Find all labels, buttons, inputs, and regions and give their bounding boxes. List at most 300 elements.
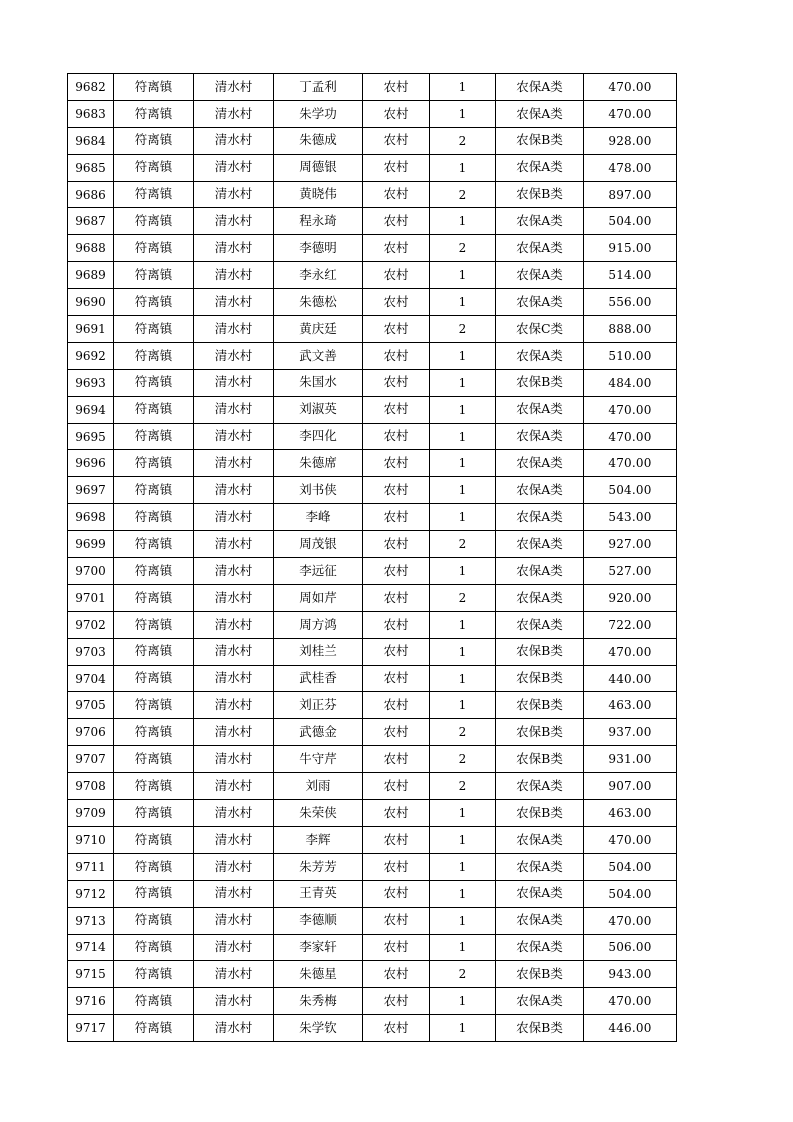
- amount-cell: 470.00: [584, 396, 677, 423]
- name-cell: 武桂香: [274, 665, 363, 692]
- amount-cell: 504.00: [584, 880, 677, 907]
- household-count-cell: 1: [430, 342, 496, 369]
- household-count-cell: 2: [430, 531, 496, 558]
- insurance-category-cell: 农保A类: [496, 584, 584, 611]
- town-cell: 符离镇: [114, 262, 194, 289]
- record-id-cell: 9713: [68, 907, 114, 934]
- insurance-category-cell: 农保B类: [496, 800, 584, 827]
- record-id-cell: 9683: [68, 100, 114, 127]
- insurance-category-cell: 农保B类: [496, 719, 584, 746]
- name-cell: 周茂银: [274, 531, 363, 558]
- town-cell: 符离镇: [114, 477, 194, 504]
- record-id-cell: 9685: [68, 154, 114, 181]
- name-cell: 刘桂兰: [274, 638, 363, 665]
- table-row: [68, 611, 677, 638]
- record-id-cell: 9691: [68, 316, 114, 343]
- residence-type-cell: 农村: [363, 719, 430, 746]
- records-table: [67, 73, 677, 1042]
- insurance-category-cell: 农保B类: [496, 692, 584, 719]
- insurance-category-cell: 农保B类: [496, 369, 584, 396]
- table-row: [68, 638, 677, 665]
- name-cell: 黄庆廷: [274, 316, 363, 343]
- household-count-cell: 1: [430, 907, 496, 934]
- name-cell: 李四化: [274, 423, 363, 450]
- amount-cell: 470.00: [584, 100, 677, 127]
- record-id-cell: 9687: [68, 208, 114, 235]
- record-id-cell: 9692: [68, 342, 114, 369]
- residence-type-cell: 农村: [363, 961, 430, 988]
- household-count-cell: 2: [430, 584, 496, 611]
- name-cell: 刘书侠: [274, 477, 363, 504]
- town-cell: 符离镇: [114, 235, 194, 262]
- residence-type-cell: 农村: [363, 154, 430, 181]
- residence-type-cell: 农村: [363, 262, 430, 289]
- insurance-category-cell: 农保A类: [496, 100, 584, 127]
- amount-cell: 484.00: [584, 369, 677, 396]
- insurance-category-cell: 农保A类: [496, 853, 584, 880]
- name-cell: 朱芳芳: [274, 853, 363, 880]
- name-cell: 武文善: [274, 342, 363, 369]
- town-cell: 符离镇: [114, 584, 194, 611]
- name-cell: 刘淑英: [274, 396, 363, 423]
- table-row: [68, 154, 677, 181]
- village-cell: 清水村: [194, 531, 274, 558]
- village-cell: 清水村: [194, 826, 274, 853]
- household-count-cell: 1: [430, 450, 496, 477]
- record-id-cell: 9705: [68, 692, 114, 719]
- table-row: [68, 127, 677, 154]
- village-cell: 清水村: [194, 262, 274, 289]
- name-cell: 李远征: [274, 558, 363, 585]
- amount-cell: 907.00: [584, 773, 677, 800]
- insurance-category-cell: 农保A类: [496, 934, 584, 961]
- insurance-category-cell: 农保A类: [496, 531, 584, 558]
- village-cell: 清水村: [194, 853, 274, 880]
- village-cell: 清水村: [194, 504, 274, 531]
- residence-type-cell: 农村: [363, 692, 430, 719]
- amount-cell: 440.00: [584, 665, 677, 692]
- record-id-cell: 9689: [68, 262, 114, 289]
- residence-type-cell: 农村: [363, 450, 430, 477]
- amount-cell: 470.00: [584, 826, 677, 853]
- residence-type-cell: 农村: [363, 880, 430, 907]
- village-cell: 清水村: [194, 584, 274, 611]
- table-row: [68, 74, 677, 101]
- household-count-cell: 1: [430, 934, 496, 961]
- village-cell: 清水村: [194, 316, 274, 343]
- table-row: [68, 584, 677, 611]
- record-id-cell: 9693: [68, 369, 114, 396]
- residence-type-cell: 农村: [363, 611, 430, 638]
- household-count-cell: 1: [430, 988, 496, 1015]
- record-id-cell: 9699: [68, 531, 114, 558]
- amount-cell: 928.00: [584, 127, 677, 154]
- town-cell: 符离镇: [114, 127, 194, 154]
- record-id-cell: 9704: [68, 665, 114, 692]
- name-cell: 周德银: [274, 154, 363, 181]
- residence-type-cell: 农村: [363, 826, 430, 853]
- household-count-cell: 2: [430, 316, 496, 343]
- table-row: [68, 961, 677, 988]
- residence-type-cell: 农村: [363, 289, 430, 316]
- household-count-cell: 1: [430, 880, 496, 907]
- record-id-cell: 9697: [68, 477, 114, 504]
- record-id-cell: 9711: [68, 853, 114, 880]
- residence-type-cell: 农村: [363, 558, 430, 585]
- town-cell: 符离镇: [114, 208, 194, 235]
- insurance-category-cell: 农保B类: [496, 1015, 584, 1042]
- table-row: [68, 826, 677, 853]
- town-cell: 符离镇: [114, 289, 194, 316]
- amount-cell: 920.00: [584, 584, 677, 611]
- table-row: [68, 316, 677, 343]
- table-row: [68, 369, 677, 396]
- village-cell: 清水村: [194, 74, 274, 101]
- insurance-category-cell: 农保A类: [496, 907, 584, 934]
- village-cell: 清水村: [194, 558, 274, 585]
- residence-type-cell: 农村: [363, 638, 430, 665]
- household-count-cell: 1: [430, 1015, 496, 1042]
- town-cell: 符离镇: [114, 1015, 194, 1042]
- residence-type-cell: 农村: [363, 396, 430, 423]
- table-row: [68, 853, 677, 880]
- household-count-cell: 2: [430, 746, 496, 773]
- table-row: [68, 396, 677, 423]
- residence-type-cell: 农村: [363, 477, 430, 504]
- household-count-cell: 1: [430, 638, 496, 665]
- household-count-cell: 1: [430, 74, 496, 101]
- amount-cell: 470.00: [584, 450, 677, 477]
- insurance-category-cell: 农保A类: [496, 154, 584, 181]
- table-row: [68, 746, 677, 773]
- household-count-cell: 1: [430, 477, 496, 504]
- village-cell: 清水村: [194, 235, 274, 262]
- table-row: [68, 988, 677, 1015]
- household-count-cell: 1: [430, 504, 496, 531]
- amount-cell: 470.00: [584, 423, 677, 450]
- residence-type-cell: 农村: [363, 584, 430, 611]
- town-cell: 符离镇: [114, 665, 194, 692]
- amount-cell: 514.00: [584, 262, 677, 289]
- village-cell: 清水村: [194, 208, 274, 235]
- residence-type-cell: 农村: [363, 342, 430, 369]
- table-row: [68, 423, 677, 450]
- table-row: [68, 773, 677, 800]
- residence-type-cell: 农村: [363, 369, 430, 396]
- insurance-category-cell: 农保B类: [496, 127, 584, 154]
- town-cell: 符离镇: [114, 853, 194, 880]
- village-cell: 清水村: [194, 880, 274, 907]
- table-row: [68, 934, 677, 961]
- insurance-category-cell: 农保B类: [496, 638, 584, 665]
- amount-cell: 504.00: [584, 477, 677, 504]
- residence-type-cell: 农村: [363, 100, 430, 127]
- town-cell: 符离镇: [114, 531, 194, 558]
- insurance-category-cell: 农保A类: [496, 74, 584, 101]
- record-id-cell: 9708: [68, 773, 114, 800]
- table-row: [68, 450, 677, 477]
- village-cell: 清水村: [194, 800, 274, 827]
- amount-cell: 510.00: [584, 342, 677, 369]
- residence-type-cell: 农村: [363, 773, 430, 800]
- name-cell: 周方鸿: [274, 611, 363, 638]
- name-cell: 李辉: [274, 826, 363, 853]
- table-row: [68, 262, 677, 289]
- amount-cell: 527.00: [584, 558, 677, 585]
- table-row: [68, 692, 677, 719]
- insurance-category-cell: 农保A类: [496, 208, 584, 235]
- insurance-category-cell: 农保A类: [496, 826, 584, 853]
- household-count-cell: 1: [430, 800, 496, 827]
- town-cell: 符离镇: [114, 504, 194, 531]
- household-count-cell: 1: [430, 665, 496, 692]
- insurance-category-cell: 农保B类: [496, 961, 584, 988]
- insurance-category-cell: 农保A类: [496, 396, 584, 423]
- name-cell: 刘雨: [274, 773, 363, 800]
- amount-cell: 478.00: [584, 154, 677, 181]
- amount-cell: 446.00: [584, 1015, 677, 1042]
- name-cell: 朱德成: [274, 127, 363, 154]
- village-cell: 清水村: [194, 692, 274, 719]
- name-cell: 牛守芹: [274, 746, 363, 773]
- name-cell: 朱德松: [274, 289, 363, 316]
- town-cell: 符离镇: [114, 773, 194, 800]
- village-cell: 清水村: [194, 773, 274, 800]
- insurance-category-cell: 农保A类: [496, 262, 584, 289]
- town-cell: 符离镇: [114, 638, 194, 665]
- amount-cell: 470.00: [584, 988, 677, 1015]
- table-row: [68, 558, 677, 585]
- village-cell: 清水村: [194, 961, 274, 988]
- insurance-category-cell: 农保A类: [496, 611, 584, 638]
- record-id-cell: 9717: [68, 1015, 114, 1042]
- table-row: [68, 800, 677, 827]
- record-id-cell: 9696: [68, 450, 114, 477]
- insurance-category-cell: 农保A类: [496, 450, 584, 477]
- insurance-category-cell: 农保A类: [496, 477, 584, 504]
- table-row: [68, 880, 677, 907]
- household-count-cell: 1: [430, 853, 496, 880]
- record-id-cell: 9707: [68, 746, 114, 773]
- record-id-cell: 9703: [68, 638, 114, 665]
- village-cell: 清水村: [194, 934, 274, 961]
- amount-cell: 897.00: [584, 181, 677, 208]
- town-cell: 符离镇: [114, 450, 194, 477]
- record-id-cell: 9682: [68, 74, 114, 101]
- residence-type-cell: 农村: [363, 800, 430, 827]
- name-cell: 李德顺: [274, 907, 363, 934]
- residence-type-cell: 农村: [363, 988, 430, 1015]
- table-row: [68, 719, 677, 746]
- insurance-category-cell: 农保A类: [496, 504, 584, 531]
- village-cell: 清水村: [194, 396, 274, 423]
- record-id-cell: 9694: [68, 396, 114, 423]
- name-cell: 朱德星: [274, 961, 363, 988]
- name-cell: 武德金: [274, 719, 363, 746]
- town-cell: 符离镇: [114, 369, 194, 396]
- amount-cell: 722.00: [584, 611, 677, 638]
- village-cell: 清水村: [194, 665, 274, 692]
- village-cell: 清水村: [194, 988, 274, 1015]
- household-count-cell: 1: [430, 611, 496, 638]
- town-cell: 符离镇: [114, 746, 194, 773]
- amount-cell: 470.00: [584, 74, 677, 101]
- amount-cell: 556.00: [584, 289, 677, 316]
- table-row: [68, 100, 677, 127]
- record-id-cell: 9695: [68, 423, 114, 450]
- amount-cell: 943.00: [584, 961, 677, 988]
- record-id-cell: 9698: [68, 504, 114, 531]
- residence-type-cell: 农村: [363, 316, 430, 343]
- household-count-cell: 2: [430, 961, 496, 988]
- village-cell: 清水村: [194, 127, 274, 154]
- name-cell: 丁孟利: [274, 74, 363, 101]
- record-id-cell: 9710: [68, 826, 114, 853]
- name-cell: 朱国水: [274, 369, 363, 396]
- insurance-category-cell: 农保B类: [496, 746, 584, 773]
- town-cell: 符离镇: [114, 74, 194, 101]
- village-cell: 清水村: [194, 342, 274, 369]
- amount-cell: 915.00: [584, 235, 677, 262]
- household-count-cell: 1: [430, 208, 496, 235]
- village-cell: 清水村: [194, 638, 274, 665]
- town-cell: 符离镇: [114, 961, 194, 988]
- residence-type-cell: 农村: [363, 181, 430, 208]
- town-cell: 符离镇: [114, 100, 194, 127]
- household-count-cell: 1: [430, 692, 496, 719]
- amount-cell: 470.00: [584, 638, 677, 665]
- residence-type-cell: 农村: [363, 208, 430, 235]
- record-id-cell: 9701: [68, 584, 114, 611]
- residence-type-cell: 农村: [363, 423, 430, 450]
- name-cell: 周如芹: [274, 584, 363, 611]
- record-id-cell: 9712: [68, 880, 114, 907]
- table-row: [68, 342, 677, 369]
- name-cell: 朱荣侠: [274, 800, 363, 827]
- amount-cell: 504.00: [584, 853, 677, 880]
- name-cell: 李家轩: [274, 934, 363, 961]
- record-id-cell: 9690: [68, 289, 114, 316]
- town-cell: 符离镇: [114, 423, 194, 450]
- residence-type-cell: 农村: [363, 74, 430, 101]
- amount-cell: 931.00: [584, 746, 677, 773]
- insurance-category-cell: 农保A类: [496, 558, 584, 585]
- amount-cell: 888.00: [584, 316, 677, 343]
- amount-cell: 470.00: [584, 907, 677, 934]
- town-cell: 符离镇: [114, 692, 194, 719]
- table-row: [68, 477, 677, 504]
- table-row: [68, 208, 677, 235]
- record-id-cell: 9709: [68, 800, 114, 827]
- name-cell: 程永琦: [274, 208, 363, 235]
- town-cell: 符离镇: [114, 800, 194, 827]
- village-cell: 清水村: [194, 423, 274, 450]
- insurance-category-cell: 农保A类: [496, 289, 584, 316]
- name-cell: 王青英: [274, 880, 363, 907]
- household-count-cell: 1: [430, 558, 496, 585]
- name-cell: 朱学功: [274, 100, 363, 127]
- amount-cell: 506.00: [584, 934, 677, 961]
- household-count-cell: 2: [430, 235, 496, 262]
- record-id-cell: 9702: [68, 611, 114, 638]
- town-cell: 符离镇: [114, 558, 194, 585]
- town-cell: 符离镇: [114, 907, 194, 934]
- household-count-cell: 1: [430, 100, 496, 127]
- household-count-cell: 1: [430, 289, 496, 316]
- insurance-category-cell: 农保A类: [496, 235, 584, 262]
- insurance-category-cell: 农保A类: [496, 988, 584, 1015]
- amount-cell: 463.00: [584, 800, 677, 827]
- village-cell: 清水村: [194, 450, 274, 477]
- record-id-cell: 9715: [68, 961, 114, 988]
- residence-type-cell: 农村: [363, 853, 430, 880]
- insurance-category-cell: 农保A类: [496, 773, 584, 800]
- amount-cell: 937.00: [584, 719, 677, 746]
- town-cell: 符离镇: [114, 719, 194, 746]
- village-cell: 清水村: [194, 611, 274, 638]
- household-count-cell: 1: [430, 826, 496, 853]
- village-cell: 清水村: [194, 289, 274, 316]
- village-cell: 清水村: [194, 100, 274, 127]
- residence-type-cell: 农村: [363, 907, 430, 934]
- name-cell: 黄晓伟: [274, 181, 363, 208]
- village-cell: 清水村: [194, 746, 274, 773]
- table-row: [68, 289, 677, 316]
- household-count-cell: 1: [430, 154, 496, 181]
- records-body: [68, 74, 677, 1042]
- town-cell: 符离镇: [114, 316, 194, 343]
- table-row: [68, 531, 677, 558]
- residence-type-cell: 农村: [363, 934, 430, 961]
- name-cell: 李峰: [274, 504, 363, 531]
- residence-type-cell: 农村: [363, 127, 430, 154]
- table-row: [68, 907, 677, 934]
- village-cell: 清水村: [194, 181, 274, 208]
- town-cell: 符离镇: [114, 611, 194, 638]
- record-id-cell: 9716: [68, 988, 114, 1015]
- village-cell: 清水村: [194, 369, 274, 396]
- residence-type-cell: 农村: [363, 531, 430, 558]
- amount-cell: 463.00: [584, 692, 677, 719]
- record-id-cell: 9700: [68, 558, 114, 585]
- town-cell: 符离镇: [114, 342, 194, 369]
- village-cell: 清水村: [194, 477, 274, 504]
- village-cell: 清水村: [194, 907, 274, 934]
- name-cell: 李永红: [274, 262, 363, 289]
- insurance-category-cell: 农保A类: [496, 342, 584, 369]
- residence-type-cell: 农村: [363, 665, 430, 692]
- town-cell: 符离镇: [114, 154, 194, 181]
- table-row: [68, 1015, 677, 1042]
- record-id-cell: 9706: [68, 719, 114, 746]
- residence-type-cell: 农村: [363, 746, 430, 773]
- name-cell: 朱德席: [274, 450, 363, 477]
- insurance-category-cell: 农保B类: [496, 181, 584, 208]
- residence-type-cell: 农村: [363, 235, 430, 262]
- household-count-cell: 2: [430, 719, 496, 746]
- record-id-cell: 9686: [68, 181, 114, 208]
- amount-cell: 504.00: [584, 208, 677, 235]
- insurance-category-cell: 农保C类: [496, 316, 584, 343]
- insurance-category-cell: 农保B类: [496, 665, 584, 692]
- table-row: [68, 665, 677, 692]
- household-count-cell: 2: [430, 773, 496, 800]
- household-count-cell: 1: [430, 396, 496, 423]
- town-cell: 符离镇: [114, 826, 194, 853]
- household-count-cell: 2: [430, 127, 496, 154]
- table-row: [68, 504, 677, 531]
- village-cell: 清水村: [194, 1015, 274, 1042]
